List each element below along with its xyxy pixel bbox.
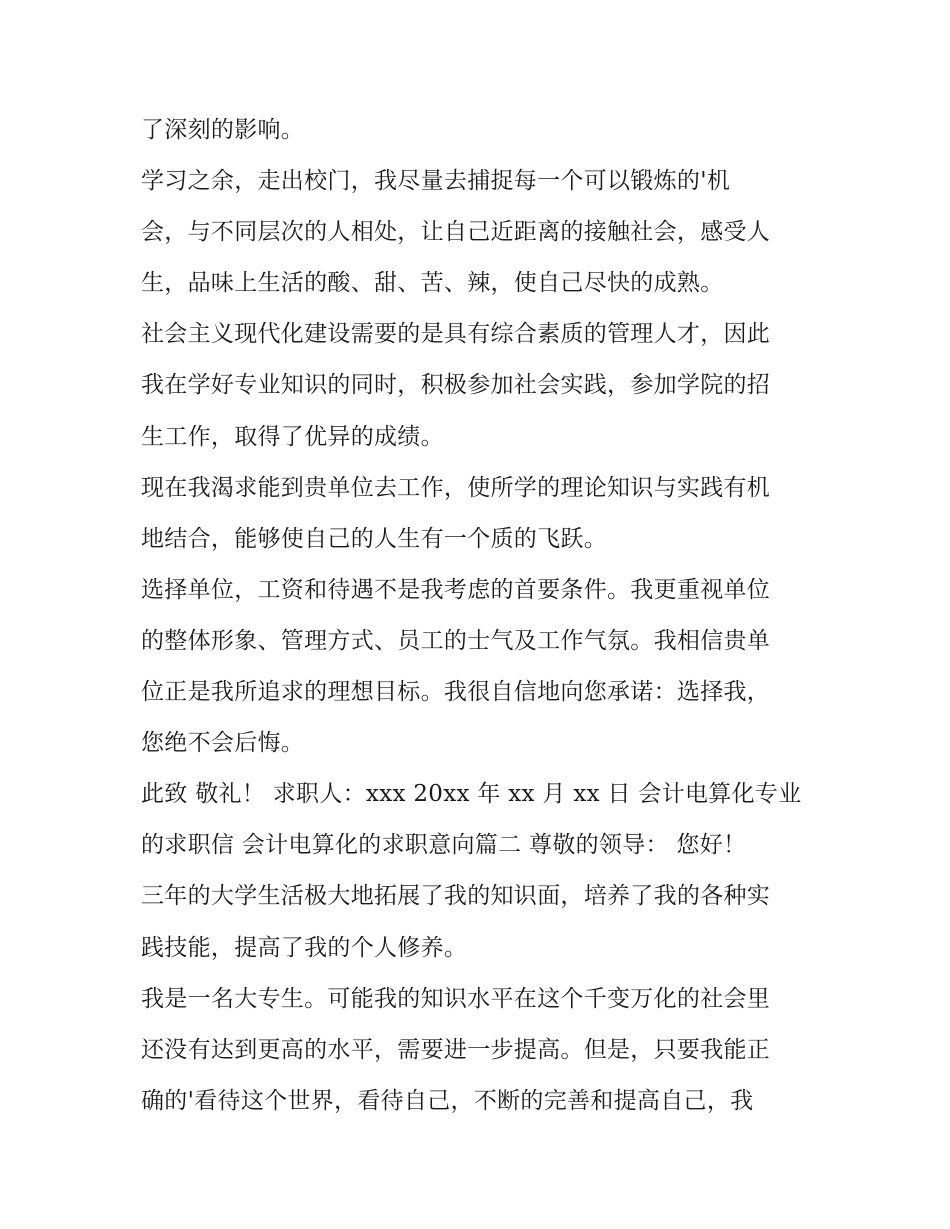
text-line: 选择单位，工资和待遇不是我考虑的首要条件。我更重视单位 <box>141 576 771 603</box>
text-line: 生，品味上生活的酸、甜、苦、辣，使自己尽快的成熟。 <box>141 270 724 297</box>
text-line: 我是一名大专生。可能我的知识水平在这个千变万化的社会里 <box>141 985 771 1012</box>
text-line: 地结合，能够使自己的人生有一个质的飞跃。 <box>141 525 607 552</box>
text-line: 三年的大学生活极大地拓展了我的知识面，培养了我的各种实 <box>141 883 771 910</box>
text-line: 还没有达到更高的水平，需要进一步提高。但是，只要我能正 <box>141 1036 771 1063</box>
text-line: 确的'看待这个世界，看待自己，不断的完善和提高自己，我 <box>141 1087 754 1114</box>
text-line: 我在学好专业知识的同时，积极参加社会实践，参加学院的招 <box>141 372 771 399</box>
text-line: 学习之余，走出校门，我尽量去捕捉每一个可以锻炼的'机 <box>141 168 731 195</box>
text-line: 会，与不同层次的人相处，让自己近距离的接触社会，感受人 <box>141 219 771 246</box>
text-line: 您绝不会后悔。 <box>141 730 305 757</box>
body-text <box>141 108 821 1130</box>
text-line: 践技能，提高了我的个人修养。 <box>141 934 468 961</box>
text-line: 社会主义现代化建设需要的是具有综合素质的管理人才，因此 <box>141 321 771 348</box>
text-line: 此致 敬礼！ 求职人：xxx 20xx 年 xx 月 xx 日 会计电算化专业 <box>141 781 802 808</box>
text-line: 了深刻的影响。 <box>141 117 305 143</box>
text-line: 位正是我所追求的理想目标。我很自信地向您承诺：选择我， <box>141 679 771 706</box>
text-line: 生工作，取得了优异的成绩。 <box>141 423 444 450</box>
text-line: 现在我渴求能到贵单位去工作，使所学的理论知识与实践有机 <box>141 474 771 501</box>
text-line: 的整体形象、管理方式、员工的士气及工作气氛。我相信贵单 <box>141 627 771 654</box>
text-line: 的求职信 会计电算化的求职意向篇二 尊敬的领导： 您好！ <box>141 832 747 859</box>
